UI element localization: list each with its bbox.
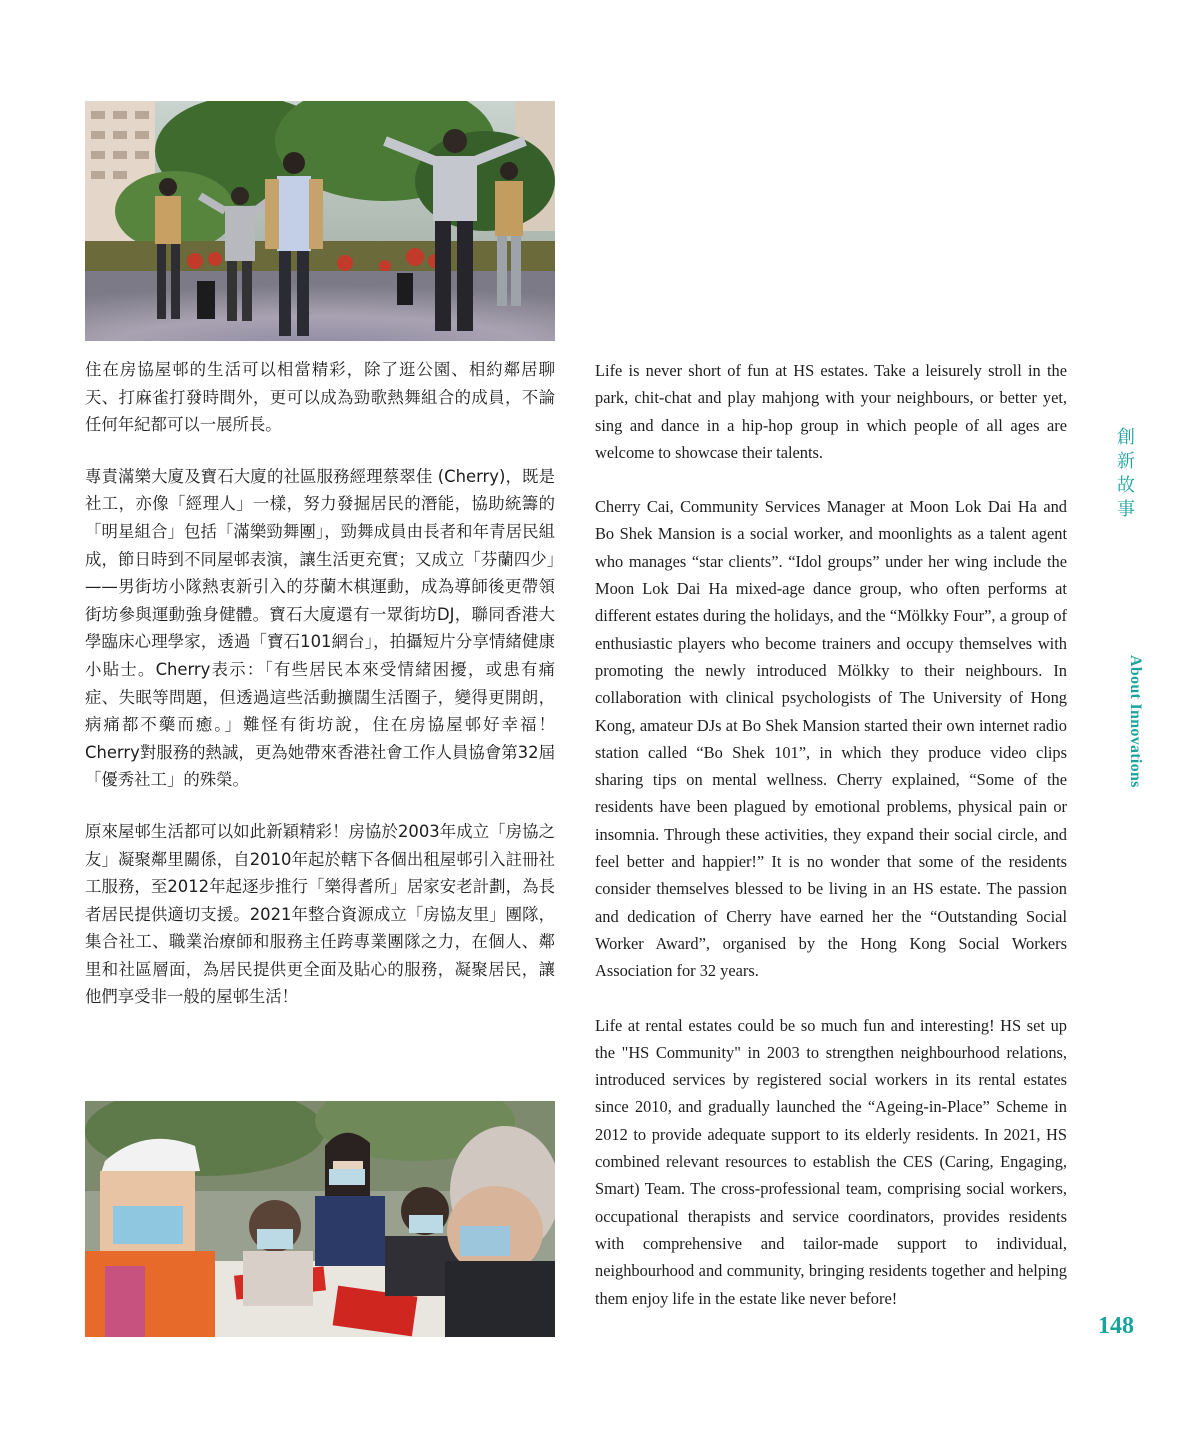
zh-paragraph-3: 原來屋邨生活都可以如此新穎精彩！房協於2003年成立「房協之友」凝聚鄰里關係，自2010年起於轄下各個出租屋邨引入註冊社工服務，至2012年起逐步推行「樂得耆所」居家安老計劃，為長者居民提供適切支援。2021年整合資源成立「房協友里」團隊，集合社工、職業治療師和服務主任跨專業團隊之力，在個人、鄰里和社區層面，為居民提供更全面及貼心的服務，凝聚居民，讓他們享受非一般的屋邨生活！ — [85, 821, 555, 1007]
chinese-text-column — [85, 356, 555, 1035]
side-label-char: 新 — [1117, 451, 1135, 472]
photo-calligraphy-activity — [85, 1101, 555, 1337]
page-number: 148 — [1098, 1313, 1134, 1339]
side-label-char: 事 — [1117, 499, 1135, 520]
en-paragraph-3: Life at rental estates could be so much fun and interesting! HS set up the "HS Community" in 2003 to strengthen neighbourhood relations, introduced services by registered social workers in its rental estates since 2010, and gradually launched the “Ageing-in-Place” Scheme in 2012 to provide adequate support to its elderly residents. In 2021, HS combined relevant resources to establish the CES (Caring, Engaging, Smart) Team. The cross-professional team, comprising social workers, occupational therapists and service coordinators, provides residents with comprehensive and tailor-made support to individual, neighbourhood and community, bringing residents together and helping them enjoy life in the estate like never before! — [595, 1015, 1067, 1308]
zh-paragraph-1: 住在房協屋邨的生活可以相當精彩，除了逛公園、相約鄰居聊天、打麻雀打發時間外，更可以成為勁歌熱舞組合的成員，不論任何年紀都可以一展所長。 — [85, 360, 555, 435]
side-label-char: 創 — [1117, 427, 1135, 448]
photo-dance-group — [85, 101, 555, 341]
en-paragraph-2: Cherry Cai, Community Services Manager at Moon Lok Dai Ha and Bo Shek Mansion is a social worker, and moonlights as a talent agent who manages “star clients”. “Idol groups” under her wing include the Moon Lok Dai Ha mixed-age dance group, who often performs at different estates during the holidays, and the “Mölkky Four”, a group of enthusiastic players who become trainers and occupy themselves with promoting the newly introduced Mölkky to their neighbours. In collaboration with clinical psychologists of The University of Hong Kong, amateur DJs at Bo Shek Mansion started their own internet radio station called “Bo Shek 101”, in which they produce video clips sharing tips on mental wellness. Cherry explained, “Some of the residents have been plagued by emotional problems, physical pain or insomnia. Through these activities, they expand their social circle, and feel better and happier!” It is no wonder that some of the residents consider themselves blessed to be living in an HS estate. The passion and dedication of Cherry have earned her the “Outstanding Social Worker Award”, organised by the Hong Kong Social Workers Association for 32 years. — [595, 497, 1067, 981]
calligraphy-photo-illustration — [85, 1101, 555, 1337]
zh-paragraph-2: 專責滿樂大廈及寶石大廈的社區服務經理蔡翠佳 (Cherry)，既是社工，亦像「經理人」一樣，努力發掘居民的潛能，協助統籌的「明星組合」包括「滿樂勁舞團」，勁舞成員由長者和年青居民組成，節日時到不同屋邨表演，讓生活更充實；又成立「芬蘭四少」——男街坊小隊熱衷新引入的芬蘭木棋運動，成為導師後更帶領街坊參與運動強身健體。寶石大廈還有一眾街坊DJ，聯同香港大學臨床心理學家，透過「寶石101網台」，拍攝短片分享情緒健康小貼士。Cherry表示：「有些居民本來受情緒困擾，或患有痛症、失眠等問題，但透過這些活動擴闊生活圈子，變得更開朗，病痛都不藥而癒。」難怪有街坊說，住在房協屋邨好幸福！Cherry對服務的熱誠，更為她帶來香港社會工作人員協會第32屆「優秀社工」的殊榮。 — [85, 466, 555, 790]
dance-group-photo-illustration — [85, 101, 555, 341]
side-label-english: About Innovations — [1127, 655, 1144, 788]
side-label-chinese — [1114, 426, 1138, 522]
english-text-column — [595, 357, 1067, 1339]
side-label-char: 故 — [1117, 475, 1135, 496]
en-paragraph-1: Life is never short of fun at HS estates. Take a leisurely stroll in the park, chit-chat and play mahjong with your neighbours, or better yet, sing and dance in a hip-hop group in which people of all ages are welcome to showcase their talents. — [595, 361, 1067, 462]
